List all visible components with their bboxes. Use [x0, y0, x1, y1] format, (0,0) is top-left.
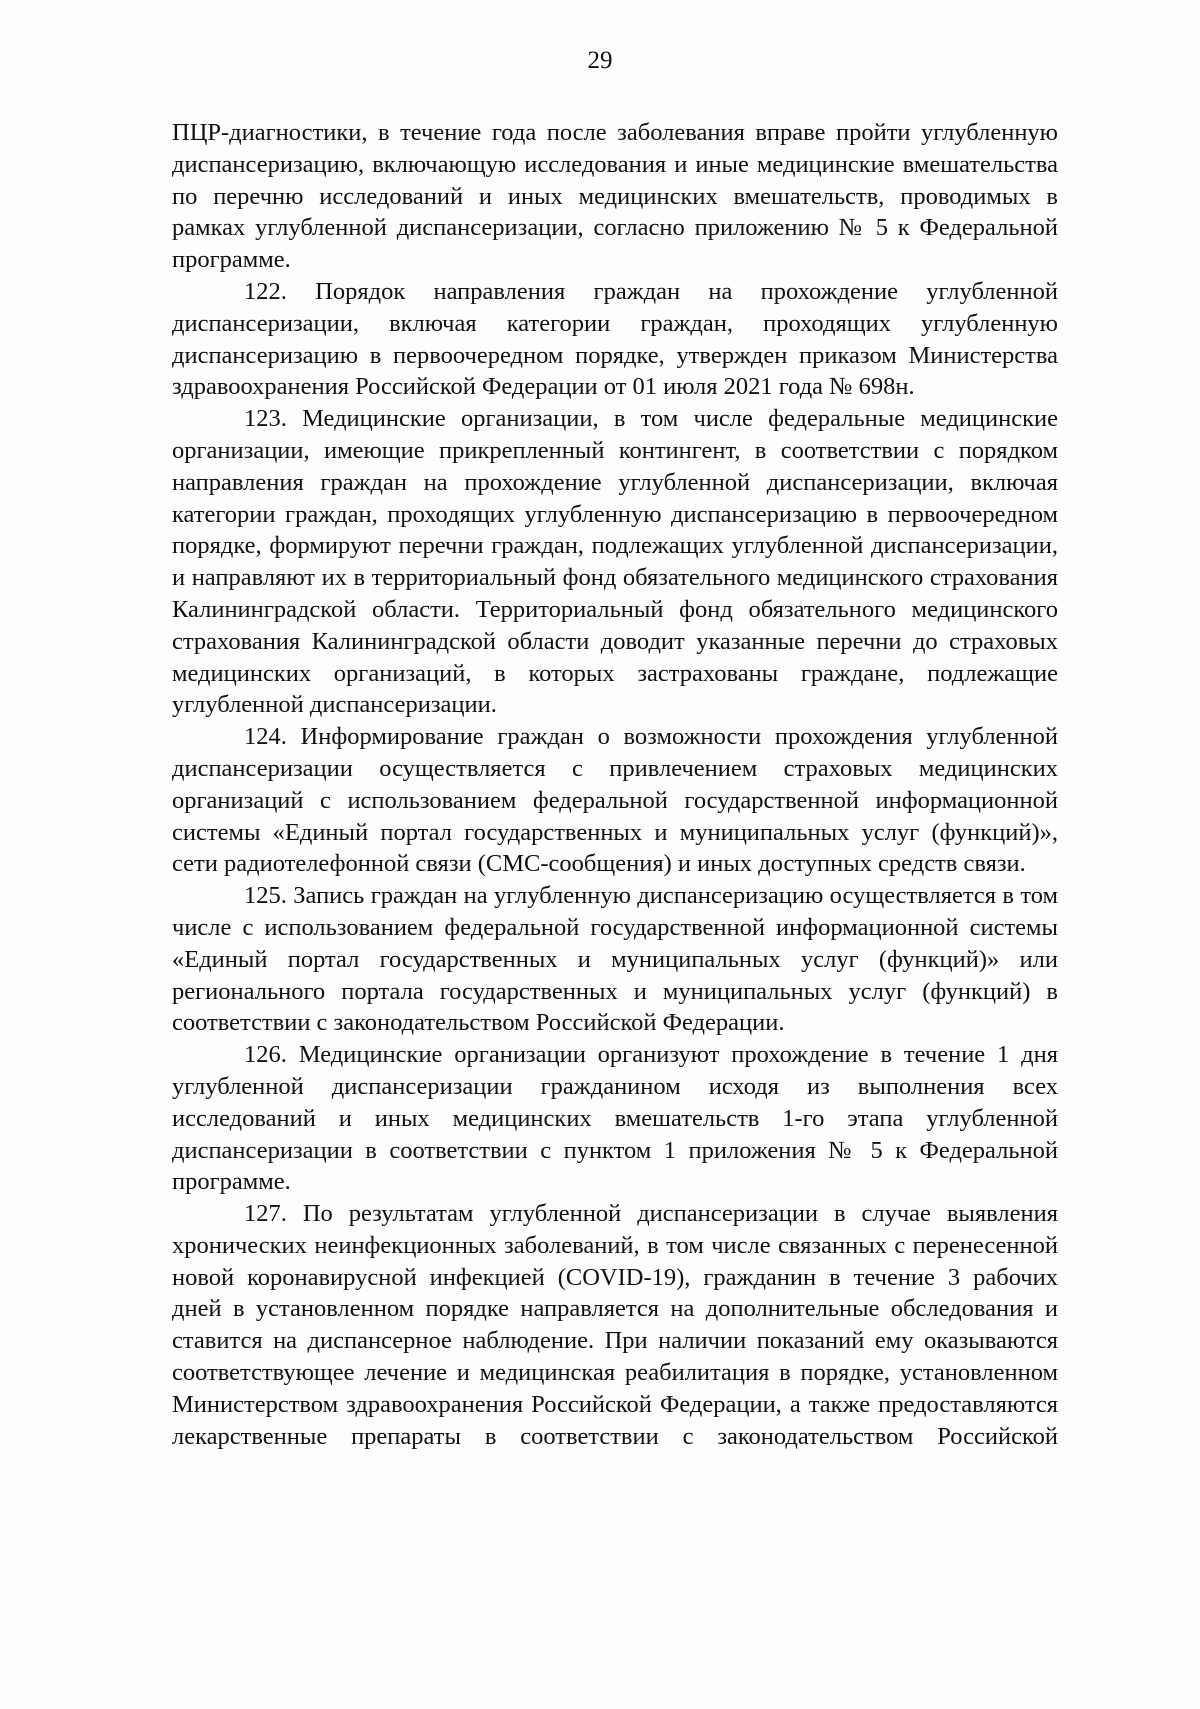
document-body [172, 117, 1058, 1452]
paragraph-124: 124. Информирование граждан о возможности прохождения углубленной диспансеризации осуществляется с привлечением страховых медицинских организаций с использованием федеральной государственной информационной системы «Единый портал государственных и муниципальных услуг (функций)», сети радиотелефонной связи (СМС-сообщения) и иных доступных средств связи. [172, 723, 1058, 878]
paragraph-122: 122. Порядок направления граждан на прохождение углубленной диспансеризации, включая категории граждан, проходящих углубленную диспансеризацию в первоочередном порядке, утвержден приказом Министерства здравоохранения Российской Федерации от 01 июля 2021 года № 698н. [172, 277, 1058, 401]
paragraph-125: 125. Запись граждан на углубленную диспансеризацию осуществляется в том числе с использованием федеральной государственной информационной системы «Единый портал государственных и муниципальных услуг (функций)» или регионального портала государственных и муниципальных услуг (функций) в соответствии с законодательством Российской Федерации. [172, 882, 1058, 1037]
paragraph-127: 127. По результатам углубленной диспансеризации в случае выявления хронических неинфекционных заболеваний, в том числе связанных с перенесенной новой коронавирусной инфекцией (COVID-19), гражданин в течение 3 рабочих дней в установленном порядке направляется на дополнительные обследования и ставится на диспансерное наблюдение. При наличии показаний ему оказываются соответствующее лечение и медицинская реабилитация в порядке, установленном Министерством здравоохранения Российской Федерации, а также предоставляются лекарственные препараты в соответствии с законодательством Российской [172, 1200, 1058, 1450]
paragraph-continuation: ПЦР-диагностики, в течение года после заболевания вправе пройти углубленную диспансеризацию, включающую исследования и иные медицинские вмешательства по перечню исследований и иных медицинских вмешательств, проводимых в рамках углубленной диспансеризации, согласно приложению № 5 к Федеральной программе. [172, 119, 1058, 274]
paragraph-126: 126. Медицинские организации организуют прохождение в течение 1 дня углубленной диспансеризации гражданином исходя из выполнения всех исследований и иных медицинских вмешательств 1-го этапа углубленной диспансеризации в соответствии с пунктом 1 приложения № 5 к Федеральной программе. [172, 1041, 1058, 1196]
paragraph-123: 123. Медицинские организации, в том числе федеральные медицинские организации, имеющие прикрепленный контингент, в соответствии с порядком направления граждан на прохождение углубленной диспансеризации, включая категории граждан, проходящих углубленную диспансеризацию в первоочередном порядке, формируют перечни граждан, подлежащих углубленной диспансеризации, и направляют их в территориальный фонд обязательного медицинского страхования Калининградской области. Территориальный фонд обязательного медицинского страхования Калининградской области доводит указанные перечни до страховых медицинских организаций, в которых застрахованы граждане, подлежащие углубленной диспансеризации. [172, 405, 1058, 719]
page-number: 29 [587, 47, 613, 74]
